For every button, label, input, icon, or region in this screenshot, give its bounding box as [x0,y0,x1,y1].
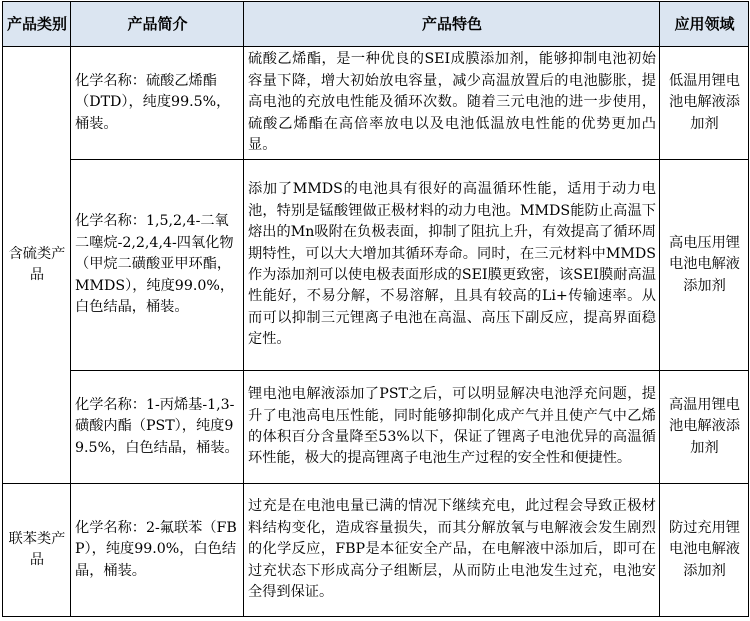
header-intro: 产品简介 [71,2,244,47]
application-cell: 防过充用锂电池电解液添加剂 [660,484,749,617]
table-row [3,371,749,484]
header-row [3,2,749,47]
application-cell: 低温用锂电池电解液添加剂 [660,47,749,160]
header-category: 产品类别 [3,2,71,47]
product-features-cell: 过充是在电池电量已满的情况下继续充电，此过程会导致正极材料结构变化，造成容量损失，而其分解放氧与电解液会发生剧烈的化学反应，FBP是本征安全产品，在电解液中添加后，即可在过充状态下形成高分子组断层，从而防止电池发生过充，电池安全得到保证。 [244,484,660,617]
application-cell: 高电压用锂电池电解液添加剂 [660,160,749,371]
table-row [3,484,749,617]
application-cell: 高温用锂电池电解液添加剂 [660,371,749,484]
header-application: 应用领域 [660,2,749,47]
category-cell: 含硫类产品 [3,47,71,484]
product-intro-cell: 化学名称：硫酸乙烯酯（DTD），纯度99.5%，桶装。 [71,47,244,160]
product-table [2,1,749,617]
category-cell: 联苯类产品 [3,484,71,617]
header-features: 产品特色 [244,2,660,47]
product-intro-cell: 化学名称：2-氟联苯（FBP），纯度99.0%，白色结晶，桶装。 [71,484,244,617]
product-intro-cell: 化学名称：1-丙烯基-1,3-磺酸内酯（PST），纯度99.5%，白色结晶，桶装。 [71,371,244,484]
table-row [3,160,749,371]
table-row [3,47,749,160]
product-features-cell: 硫酸乙烯酯，是一种优良的SEI成膜添加剂，能够抑制电池初始容量下降，增大初始放电容量，减少高温放置后的电池膨胀，提高电池的充放电性能及循环次数。随着三元电池的进一步使用，硫酸乙烯酯在高倍率放电以及电池低温放电性能的优势更加凸显。 [244,47,660,160]
product-features-cell: 锂电池电解液添加了PST之后，可以明显解决电池浮充问题，提升了电池高电压性能，同时能够抑制化成产气并且使产气中乙烯的体积百分含量降至53%以下，保证了锂离子电池优异的高温循环性能，极大的提高锂离子电池生产过程的安全性和便捷性。 [244,371,660,484]
product-features-cell: 添加了MMDS的电池具有很好的高温循环性能，适用于动力电池，特别是锰酸锂做正极材料的动力电池。MMDS能防止高温下熔出的Mn吸附在负极表面，抑制了阻抗上升，有效提高了循环周期特性，可以大大增加其循环寿命。同时，在三元材料中MMDS作为添加剂可以使电极表面形成的SEI膜更致密，该SEI膜耐高温性能好，不易分解，不易溶解，且具有较高的Li+传输速率。从而可以抑制三元锂离子电池在高温、高压下副反应，提高界面稳定性。 [244,160,660,371]
product-intro-cell: 化学名称：1,5,2,4-二氧二噻烷-2,2,4,4-四氧化物（甲烷二磺酸亚甲环酯，MMDS），纯度99.0%，白色结晶，桶装。 [71,160,244,371]
